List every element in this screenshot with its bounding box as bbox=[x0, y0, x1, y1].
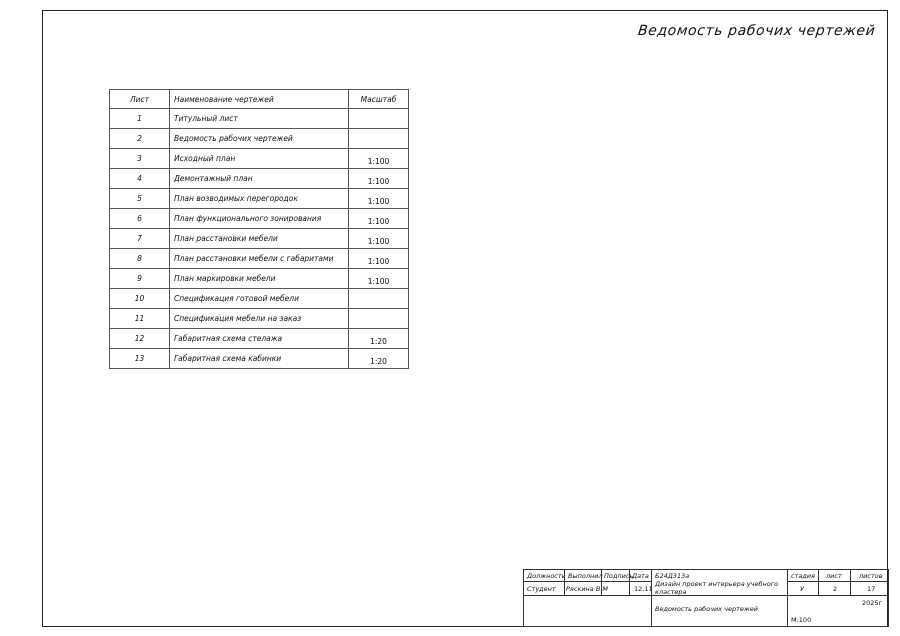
stamp-cell bbox=[818, 581, 851, 596]
table-row bbox=[110, 189, 409, 209]
table-header-row bbox=[110, 90, 409, 109]
stamp-performed-header: Выполнил bbox=[568, 572, 603, 580]
sheet-number-cell: 11 bbox=[110, 309, 170, 329]
stamp-code: Б24Д313а bbox=[655, 572, 690, 580]
scale-cell bbox=[349, 329, 409, 349]
table-row bbox=[110, 149, 409, 169]
header-name: Наименование чертежей bbox=[170, 90, 349, 109]
stamp-cell bbox=[787, 581, 819, 596]
sheet-number-cell: 1 bbox=[110, 109, 170, 129]
scale-cell bbox=[349, 309, 409, 329]
drawing-name-cell: Габаритная схема кабинки bbox=[170, 349, 349, 369]
stamp-position-header: Должность bbox=[527, 572, 566, 580]
sheet-number-cell: 7 bbox=[110, 229, 170, 249]
header-scale: Масштаб bbox=[349, 90, 409, 109]
scale-cell bbox=[349, 269, 409, 289]
drawing-sheet-frame bbox=[42, 10, 888, 627]
drawing-name-cell: Спецификация готовой мебели bbox=[170, 289, 349, 309]
stamp-cell bbox=[564, 581, 608, 596]
scale-cell bbox=[349, 209, 409, 229]
scale-cell bbox=[349, 249, 409, 269]
table-row bbox=[110, 209, 409, 229]
table-row bbox=[110, 249, 409, 269]
sheet-number-cell: 3 bbox=[110, 149, 170, 169]
table-row bbox=[110, 169, 409, 189]
table-row bbox=[110, 329, 409, 349]
stamp-stage-header: стадия bbox=[791, 572, 815, 580]
scale-value: 1:100 bbox=[367, 256, 390, 266]
title-block bbox=[523, 569, 889, 627]
stamp-date-header: Дата bbox=[632, 572, 649, 580]
scale-value: 1:100 bbox=[367, 156, 390, 166]
scale-cell bbox=[349, 229, 409, 249]
scale-cell bbox=[349, 189, 409, 209]
stamp-project: Дизайн проект интерьера учебного кластера bbox=[655, 580, 779, 596]
stamp-sheet: 2 bbox=[833, 585, 838, 593]
scale-value: 1:100 bbox=[367, 236, 390, 246]
drawing-name-cell: Демонтажный план bbox=[170, 169, 349, 189]
sheet-number-cell: 9 bbox=[110, 269, 170, 289]
drawing-name-cell: План расстановки мебели с габаритами bbox=[170, 249, 349, 269]
stamp-signature-header: Подпись bbox=[604, 572, 634, 580]
scale-value: 1:100 bbox=[367, 196, 390, 206]
scale-cell bbox=[349, 149, 409, 169]
sheet-number-cell: 10 bbox=[110, 289, 170, 309]
drawing-name-cell: Габаритная схема стелажа bbox=[170, 329, 349, 349]
drawing-name-cell: Ведомость рабочих чертежей bbox=[170, 129, 349, 149]
scale-value: 1:100 bbox=[367, 216, 390, 226]
sheet-number-cell: 6 bbox=[110, 209, 170, 229]
stamp-date: 12.11 bbox=[634, 585, 653, 593]
drawing-name-cell: План маркировки мебели bbox=[170, 269, 349, 289]
sheet-number-cell: 8 bbox=[110, 249, 170, 269]
sheet-number-cell: 2 bbox=[110, 129, 170, 149]
stamp-cell bbox=[523, 581, 565, 596]
stamp-position: Студент bbox=[527, 585, 556, 593]
table-row bbox=[110, 109, 409, 129]
stamp-cell bbox=[651, 569, 788, 596]
table-row bbox=[110, 289, 409, 309]
stamp-scale: М:100 bbox=[791, 616, 812, 624]
scale-value: 1:20 bbox=[370, 336, 387, 346]
stamp-empty-area bbox=[523, 595, 652, 627]
stamp-cell bbox=[787, 595, 889, 627]
sheet-number-cell: 5 bbox=[110, 189, 170, 209]
stamp-sheet-header: лист bbox=[826, 572, 842, 580]
scale-cell bbox=[349, 349, 409, 369]
stamp-sheets: 17 bbox=[867, 585, 876, 593]
scale-cell bbox=[349, 169, 409, 189]
stamp-sheet-title: Ведомость рабочих чертежей bbox=[655, 605, 758, 613]
stamp-sheets-header: листов bbox=[859, 572, 883, 580]
page-title: Ведомость рабочих чертежей bbox=[636, 23, 876, 39]
sheet-number-cell: 12 bbox=[110, 329, 170, 349]
drawing-name-cell: План расстановки мебели bbox=[170, 229, 349, 249]
scale-cell bbox=[349, 289, 409, 309]
scale-value: 1:20 bbox=[370, 356, 387, 366]
table-row bbox=[110, 229, 409, 249]
stamp-signature-cell bbox=[601, 581, 630, 596]
scale-cell bbox=[349, 109, 409, 129]
drawing-name-cell: Титульный лист bbox=[170, 109, 349, 129]
drawing-name-cell: План функционального зонирования bbox=[170, 209, 349, 229]
table-row bbox=[110, 349, 409, 369]
stamp-cell bbox=[651, 595, 788, 627]
stamp-cell bbox=[850, 581, 889, 596]
table-row bbox=[110, 269, 409, 289]
table-row bbox=[110, 129, 409, 149]
table-row bbox=[110, 309, 409, 329]
header-sheet: Лист bbox=[110, 90, 170, 109]
sheet-number-cell: 4 bbox=[110, 169, 170, 189]
scale-value: 1:100 bbox=[367, 176, 390, 186]
drawing-name-cell: Исходный план bbox=[170, 149, 349, 169]
drawing-name-cell: План возводимых перегородок bbox=[170, 189, 349, 209]
scale-cell bbox=[349, 129, 409, 149]
stamp-year: 2025г bbox=[862, 599, 882, 607]
stamp-cell bbox=[629, 581, 652, 596]
drawing-name-cell: Спецификация мебели на заказ bbox=[170, 309, 349, 329]
sheet-number-cell: 13 bbox=[110, 349, 170, 369]
drawings-list-table bbox=[109, 89, 409, 369]
stamp-performer: Ряскина В.М bbox=[566, 585, 608, 593]
stamp-stage: У bbox=[800, 585, 804, 593]
scale-value: 1:100 bbox=[367, 276, 390, 286]
